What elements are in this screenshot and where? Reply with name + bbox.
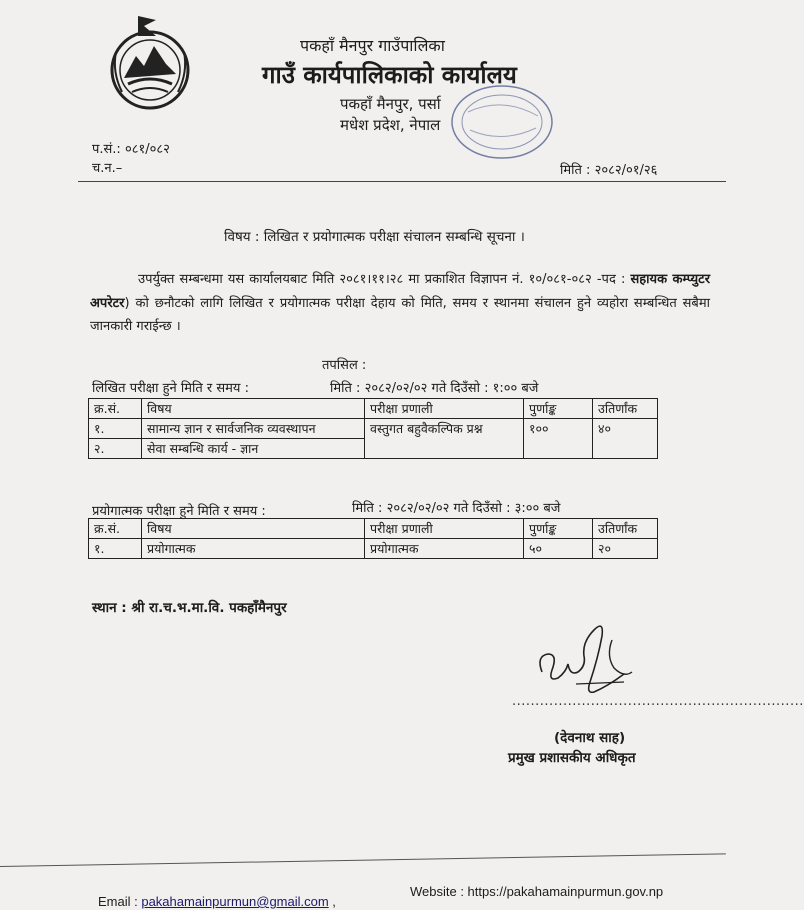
cell-sn: २. — [89, 439, 142, 459]
footer-email — [98, 894, 336, 909]
cell-system: वस्तुगत बहुवैकल्पिक प्रश्न — [365, 419, 524, 459]
post-name: सहायक कम्प्युटर अपरेटर — [90, 272, 711, 311]
handwritten-signature — [528, 612, 644, 704]
signatory-name: (देवनाथ साह) — [554, 730, 626, 746]
email-link[interactable]: pakahamainpurmun@gmail.com — [141, 894, 329, 909]
address-line-1: पकहाँ मैनपुर, पर्सा — [340, 95, 441, 113]
practical-exam-label: प्रयोगात्मक परीक्षा हुने मिति र समय : — [92, 504, 266, 519]
email-separator: , — [328, 894, 336, 909]
col-header-subject: विषय — [142, 519, 365, 539]
office-title: गाउँ कार्यपालिकाको कार्यालय — [262, 61, 517, 89]
cell-system: प्रयोगात्मक — [365, 539, 524, 559]
body-part-1: उपर्युक्त सम्बन्धमा यस कार्यालयबाट मिति २०८१।११।२८ मा प्रकाशित विज्ञापन नं. १०/०८१-०८२ -पद : — [138, 272, 626, 287]
col-header-full-marks: पुर्णाङ्क — [524, 399, 593, 419]
col-header-sn: क्र.सं. — [89, 519, 142, 539]
footer-divider — [0, 853, 726, 867]
letter-date: मिति : २०८२/०१/२६ — [560, 163, 658, 178]
office-stamp — [446, 82, 554, 162]
col-header-sn: क्र.सं. — [89, 399, 142, 419]
exam-venue: स्थान : श्री रा.च.भ.मा.वि. पकहाँमैनपुर — [92, 600, 287, 616]
cell-sn: १. — [89, 419, 142, 439]
table-header-row — [89, 519, 658, 539]
cell-sn: १. — [89, 539, 142, 559]
cell-full-marks: १०० — [524, 419, 593, 459]
col-header-pass-marks: उतिर्णांक — [593, 399, 658, 419]
practical-exam-table — [88, 518, 658, 559]
cell-subject: सामान्य ज्ञान र सार्वजनिक व्यवस्थापन — [142, 419, 365, 439]
written-exam-label: लिखित परीक्षा हुने मिति र समय : — [92, 381, 249, 396]
subject-line: विषय : लिखित र प्रयोगात्मक परीक्षा संचालन सम्बन्धि सूचना । — [224, 229, 525, 245]
office-name: पकहाँ मैनपुर गाउँपालिका — [300, 36, 445, 55]
written-exam-table — [88, 398, 658, 459]
cell-pass-marks: २० — [593, 539, 658, 559]
schedule-heading: तपसिल : — [322, 358, 367, 373]
dispatch-number: च.न.– — [92, 161, 123, 176]
practical-exam-datetime: मिति : २०८२/०२/०२ गते दिउँसो : ३:०० बजे — [352, 501, 561, 516]
cell-subject: प्रयोगात्मक — [142, 539, 365, 559]
table-row — [89, 419, 658, 439]
col-header-full-marks: पुर्णाङ्क — [524, 519, 593, 539]
cell-subject: सेवा सम्बन्धि कार्य - ज्ञान — [142, 439, 365, 459]
reference-number: प.सं.: ०८१/०८२ — [92, 142, 170, 157]
footer-website[interactable]: Website : https://pakahamainpurmun.gov.np — [410, 884, 664, 899]
signatory-title: प्रमुख प्रशासकीय अधिकृत — [508, 750, 636, 766]
government-emblem-logo — [108, 12, 192, 112]
col-header-system: परीक्षा प्रणाली — [365, 519, 524, 539]
cell-pass-marks: ४० — [593, 419, 658, 459]
body-part-2: ) को छनौटको लागि लिखित र प्रयोगात्मक परीक्षा देहाय को मिति, समय र स्थानमा संचालन हुने व्यहोरा सम्बन्धित सबैमा जानकारी गराईन्छ । — [90, 295, 710, 334]
table-header-row — [89, 399, 658, 419]
signature-line: ............................................................... — [512, 694, 804, 709]
col-header-pass-marks: उतिर्णांक — [593, 519, 658, 539]
written-exam-datetime: मिति : २०८२/०२/०२ गते दिउँसो : १:०० बजे — [330, 381, 539, 396]
email-label: Email : — [98, 894, 142, 909]
table-row — [89, 539, 658, 559]
cell-full-marks: ५० — [524, 539, 593, 559]
address-line-2: मधेश प्रदेश, नेपाल — [340, 116, 441, 134]
col-header-system: परीक्षा प्रणाली — [365, 399, 524, 419]
notice-body — [90, 268, 710, 339]
col-header-subject: विषय — [142, 399, 365, 419]
header-divider — [78, 181, 726, 182]
